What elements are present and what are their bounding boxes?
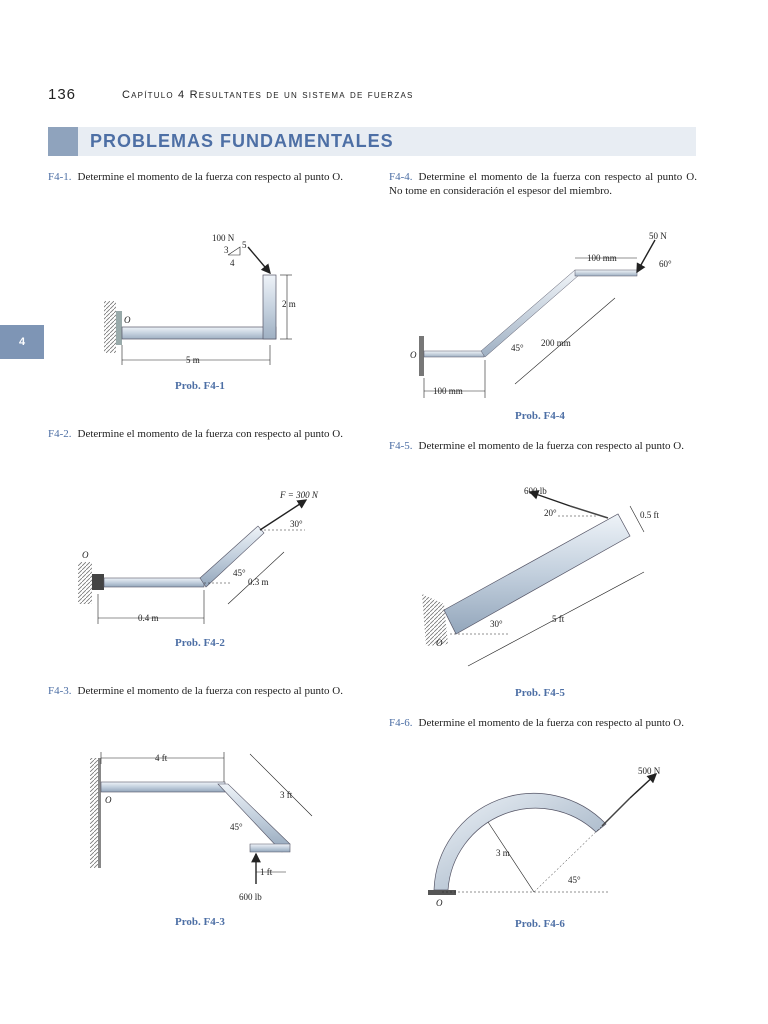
problem-text: Determine el momento de la fuerza con respecto al punto O. No tome en consideración el espesor del miembro. (389, 171, 697, 197)
problem-text: Determine el momento de la fuerza con respecto al punto O. (418, 440, 684, 452)
figure-f4-2 (70, 486, 360, 631)
slope-3: 3 (224, 245, 229, 255)
angle-force-label: 20° (544, 508, 557, 518)
caption-f4-2: Prob. F4-2 (175, 637, 225, 649)
figure-f4-6 (420, 762, 680, 912)
problem-f4-3 (48, 684, 356, 698)
problem-text: Determine el momento de la fuerza con respecto al punto O. (418, 717, 684, 729)
force-arrow (637, 240, 655, 272)
figure-f4-5 (418, 484, 678, 674)
wall (104, 301, 116, 353)
bar-return (250, 844, 290, 852)
inclined-label: 200 mm (541, 338, 571, 348)
slope-5: 5 (242, 240, 247, 250)
slope-4: 4 (230, 258, 235, 268)
caption-f4-4: Prob. F4-4 (515, 410, 565, 422)
caption-f4-3: Prob. F4-3 (175, 916, 225, 928)
angle-label: 45° (568, 875, 581, 885)
force-label: 100 N (212, 233, 235, 243)
horizontal-label: 4 ft (155, 753, 168, 763)
section-banner (48, 127, 696, 156)
force-label: 50 N (649, 231, 667, 241)
wall-bracket (419, 336, 424, 376)
angle-label: 45° (230, 822, 243, 832)
angle-label: 45° (511, 343, 524, 353)
origin-label: O (105, 795, 112, 805)
problem-number: F4-5. (389, 440, 413, 452)
section-title: PROBLEMAS FUNDAMENTALES (90, 131, 394, 151)
rod-top (575, 270, 637, 276)
problem-text: Determine el momento de la fuerza con respecto al punto O. (77, 171, 343, 183)
force-label: F = 300 N (280, 490, 318, 500)
support-plate (116, 311, 122, 345)
force-arrow (248, 247, 270, 273)
length-label: 5 m (186, 355, 200, 365)
cable (602, 798, 630, 826)
bar-horizontal (101, 782, 225, 792)
beam-vertical (263, 275, 276, 339)
support-block (92, 574, 104, 590)
dim-3ft (250, 754, 312, 816)
angle-force-label: 30° (290, 519, 303, 529)
force-arrow (630, 774, 656, 798)
problem-number: F4-6. (389, 717, 413, 729)
radius-label: 3 m (496, 848, 510, 858)
problem-number: F4-2. (48, 428, 72, 440)
angle-bend-label: 45° (233, 568, 246, 578)
origin-label: O (124, 315, 131, 325)
problem-f4-4 (389, 170, 697, 198)
radius-line (488, 822, 534, 892)
slope-triangle (228, 247, 240, 255)
wall (90, 758, 98, 868)
figure-f4-4 (405, 228, 695, 404)
beam (444, 514, 630, 634)
angle-label: 30° (490, 619, 503, 629)
problem-text: Determine el momento de la fuerza con respecto al punto O. (77, 428, 343, 440)
problem-number: F4-4. (389, 171, 413, 183)
ground (422, 594, 448, 646)
problem-number: F4-3. (48, 685, 72, 697)
force-label: 600 lb (524, 486, 547, 496)
base-support (428, 890, 456, 895)
origin-label: O (436, 898, 443, 908)
caption-f4-1: Prob. F4-1 (175, 380, 225, 392)
problem-text: Determine el momento de la fuerza con respecto al punto O. (77, 685, 343, 697)
inclined-label: 3 ft (280, 790, 293, 800)
problem-f4-5 (389, 439, 697, 453)
figure-f4-1 (90, 225, 320, 375)
figure-f4-3 (90, 748, 310, 908)
force-label: 500 N (638, 766, 661, 776)
caption-f4-6: Prob. F4-6 (515, 918, 565, 930)
problem-f4-6 (389, 716, 697, 730)
angle-force-label: 60° (659, 259, 672, 269)
banner-accent (48, 127, 78, 156)
problem-f4-2 (48, 427, 356, 441)
inclined-label: 0.3 m (248, 577, 269, 587)
origin-label: O (436, 638, 443, 648)
offset-label: 1 ft (260, 867, 273, 877)
origin-label: O (410, 350, 417, 360)
pipe-horizontal (104, 578, 204, 587)
top-length-label: 100 mm (587, 253, 617, 263)
force-label: 600 lb (239, 892, 262, 902)
rod-bottom (424, 351, 484, 357)
running-head: Capítulo 4 Resultantes de un sistema de fuerzas (122, 89, 414, 101)
beam-horizontal (122, 327, 276, 339)
length-label: 5 ft (552, 614, 565, 624)
chapter-tab: 4 (0, 325, 44, 359)
problem-number: F4-1. (48, 171, 72, 183)
origin-label: O (82, 550, 89, 560)
problem-f4-1 (48, 170, 356, 184)
caption-f4-5: Prob. F4-5 (515, 687, 565, 699)
horizontal-label: 0.4 m (138, 613, 159, 623)
wall-face (98, 758, 101, 868)
bottom-length-label: 100 mm (433, 386, 463, 396)
height-label: 2 m (282, 299, 296, 309)
width-label: 0.5 ft (640, 510, 659, 520)
page-number: 136 (48, 86, 77, 103)
wall (78, 562, 92, 604)
